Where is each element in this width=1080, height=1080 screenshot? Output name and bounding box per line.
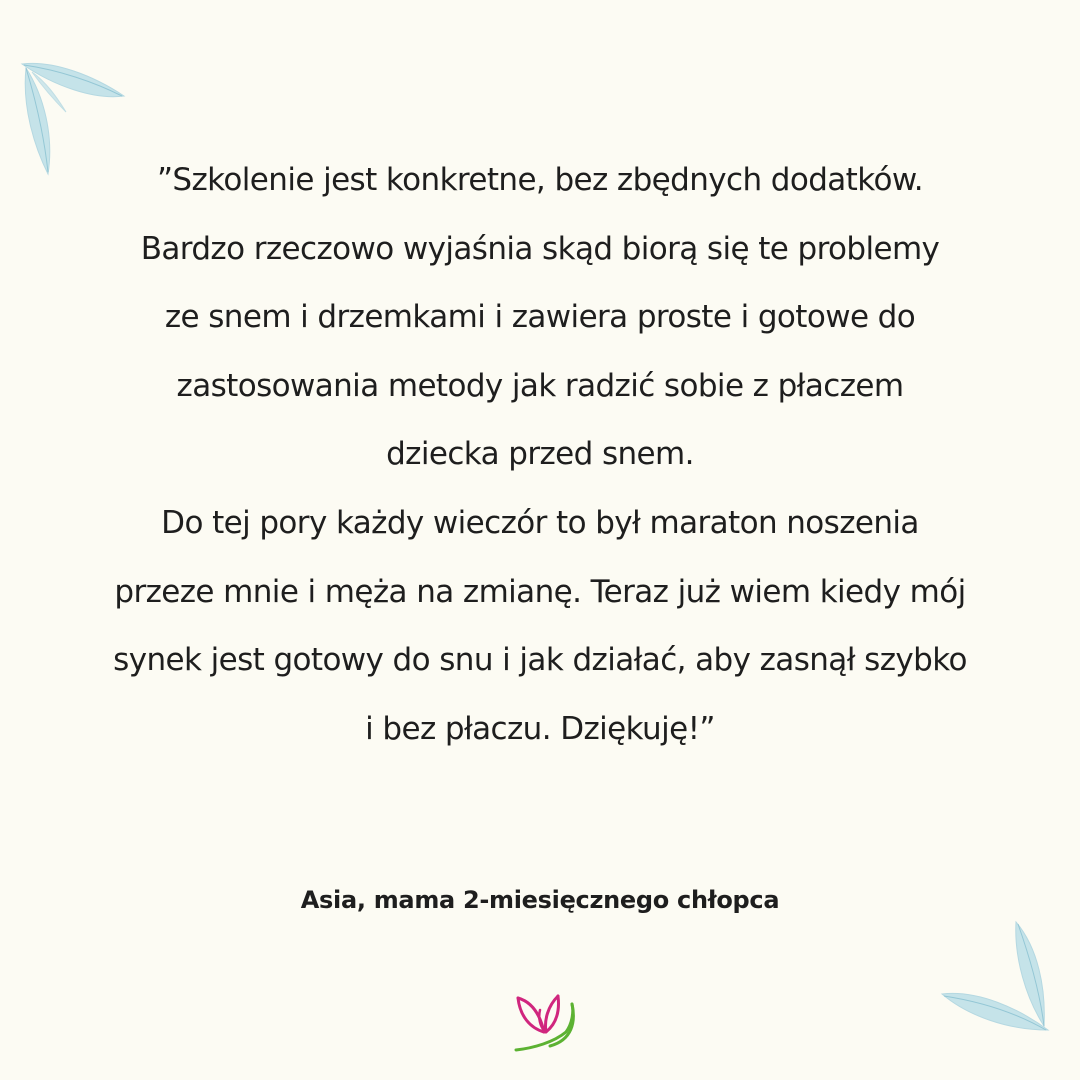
quote-line: i bez płaczu. Dziękuję!”: [365, 710, 715, 747]
quote-line: Do tej pory każdy wieczór to był maraton noszenia: [161, 504, 919, 541]
testimonial-quote: [60, 146, 1020, 763]
quote-line: ze snem i drzemkami i zawiera proste i gotowe do: [164, 299, 916, 336]
lotus-flower-icon: [510, 992, 582, 1058]
quote-line: przeze mnie i męża na zmianę. Teraz już wiem kiedy mój: [114, 573, 966, 610]
quote-line: synek jest gotowy do snu i jak działać, aby zasnął szybko: [113, 642, 967, 679]
leaf-branch-icon: [938, 918, 1058, 1042]
quote-line: dziecka przed snem.: [386, 436, 694, 473]
quote-line: Bardzo rzeczowo wyjaśnia skąd biorą się te problemy: [140, 230, 940, 267]
quote-line: zastosowania metody jak radzić sobie z płaczem: [176, 367, 904, 404]
quote-line: ”Szkolenie jest konkretne, bez zbędnych dodatków.: [156, 162, 924, 198]
testimonial-author: Asia, mama 2-miesięcznego chłopca: [300, 886, 780, 914]
